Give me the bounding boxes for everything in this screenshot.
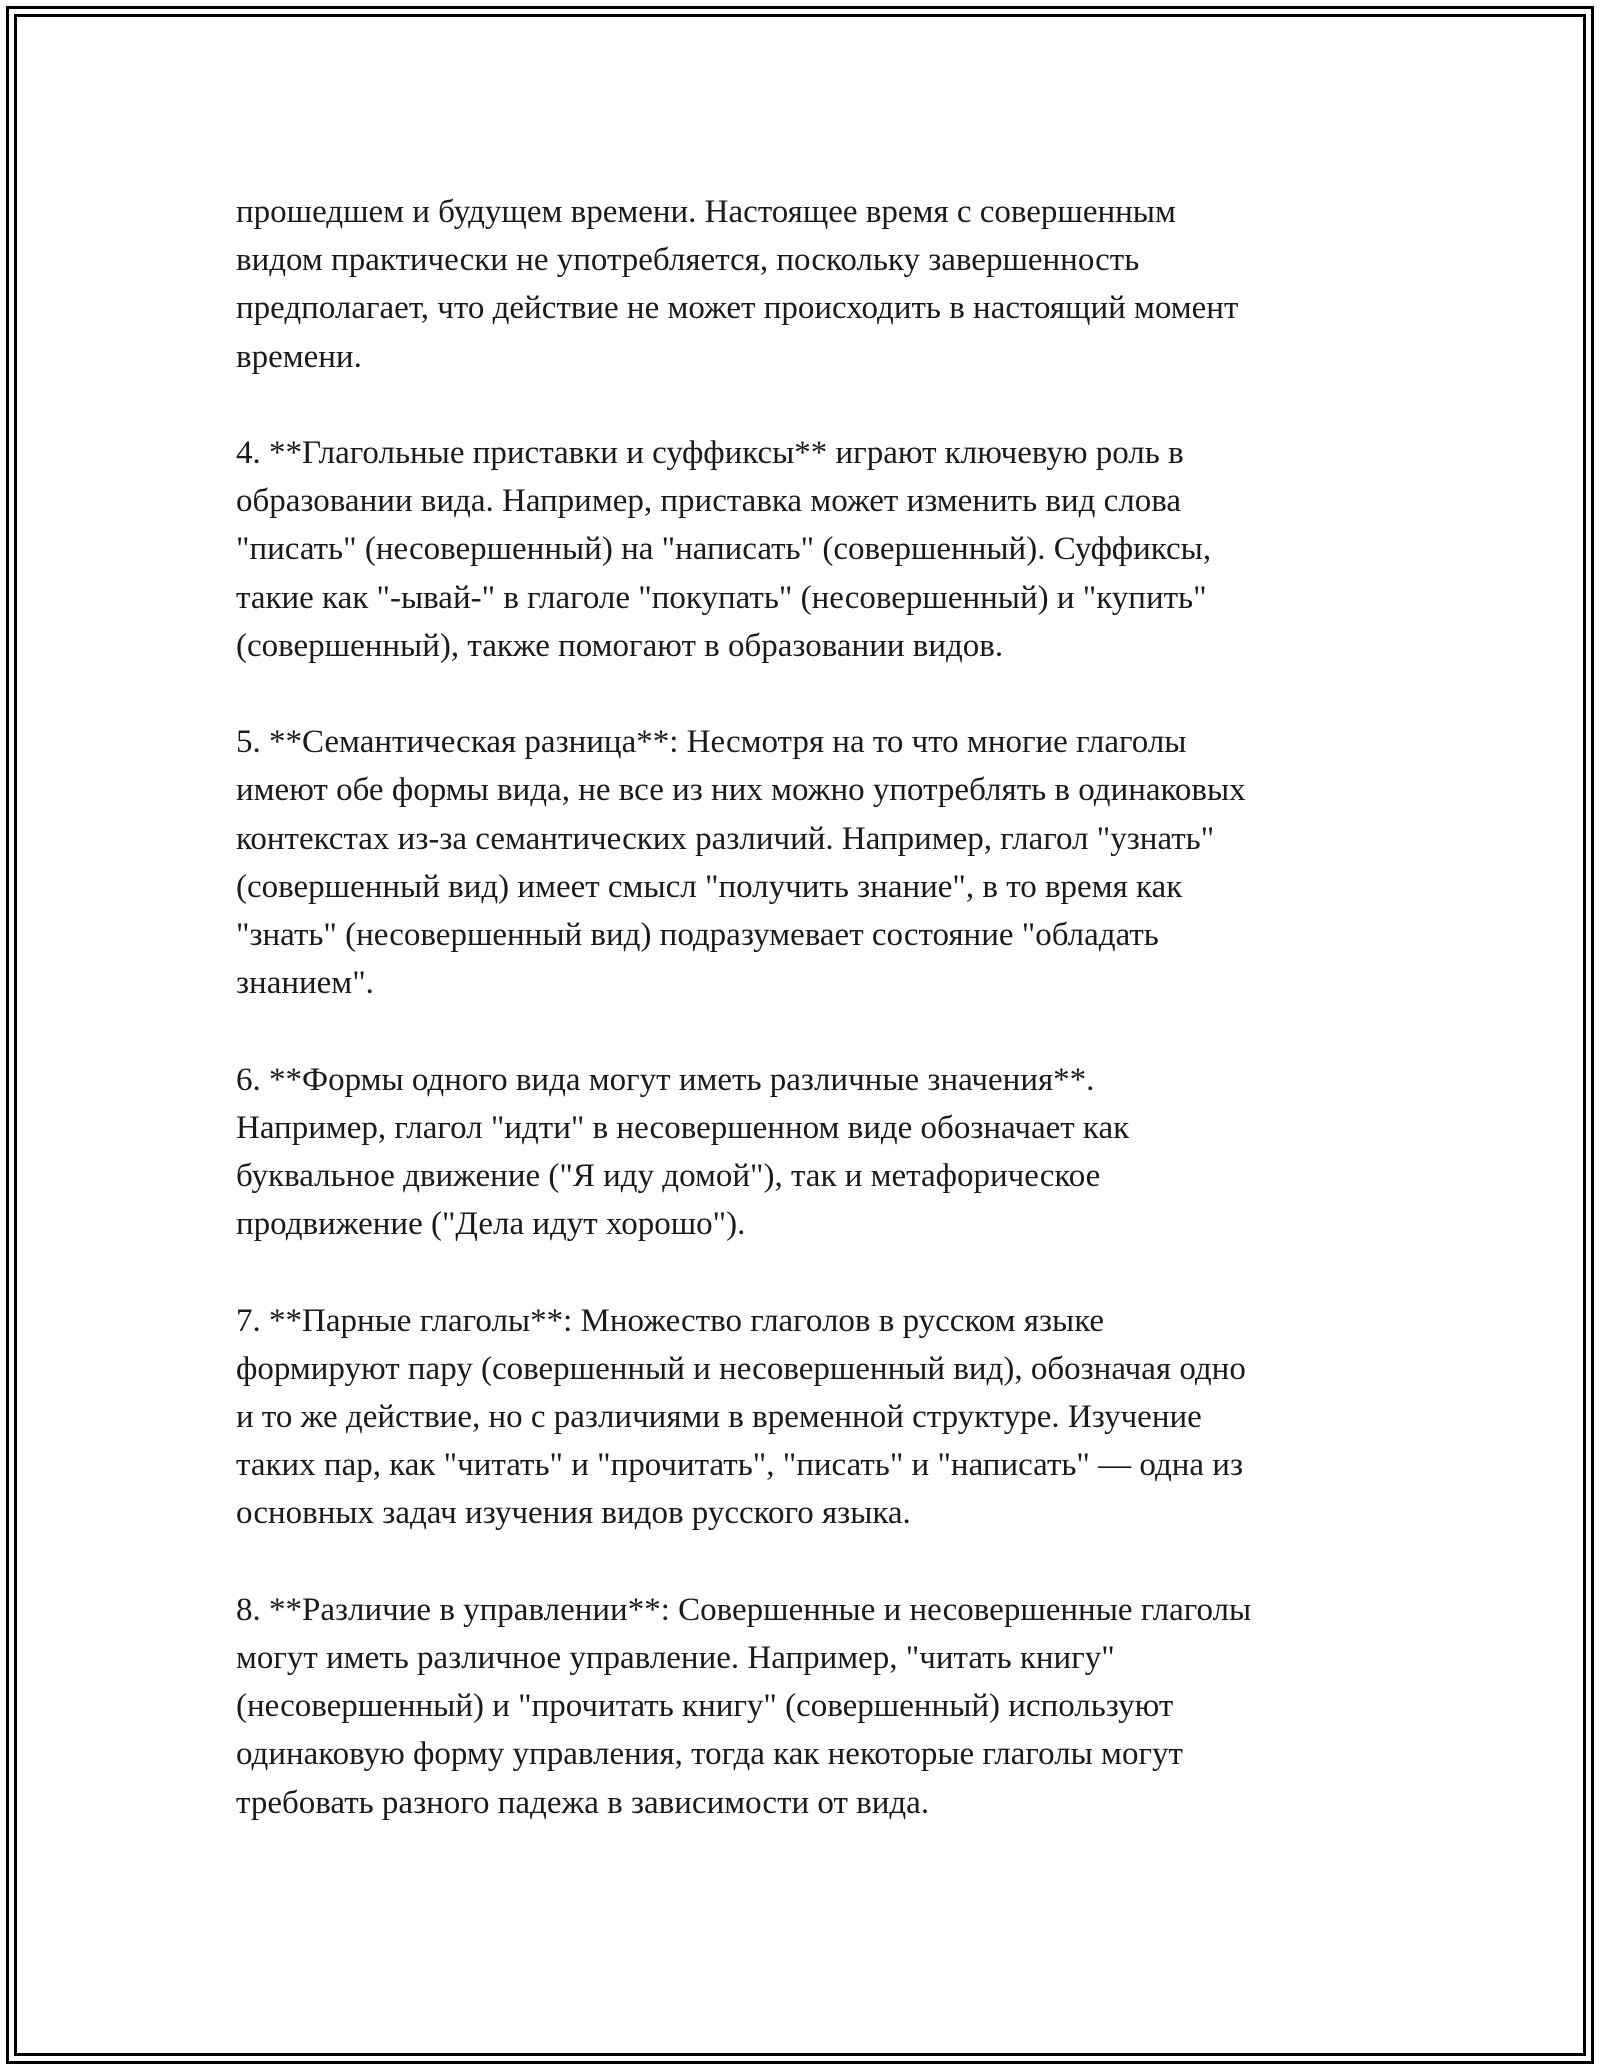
text-line: 8. **Различие в управлении**: Совершенные и несовершенные глаголы <box>236 1591 1252 1628</box>
text-line: 5. **Семантическая разница**: Несмотря на то что многие глаголы <box>236 724 1187 761</box>
paragraph-item-6 <box>236 1056 1376 1249</box>
paragraph-item-5 <box>236 718 1376 1007</box>
text-line: времени. <box>236 338 362 375</box>
text-line: одинаковую форму управления, тогда как некоторые глаголы могут <box>236 1736 1183 1773</box>
text-line: видом практически не употребляется, поскольку завершенность <box>236 242 1140 279</box>
text-line: 6. **Формы одного вида могут иметь различные значения**. <box>236 1061 1095 1098</box>
text-line: "писать" (несовершенный) на "написать" (совершенный). Суффиксы, <box>236 531 1212 568</box>
text-line: продвижение ("Дела идут хорошо"). <box>236 1206 746 1243</box>
text-line: предполагает, что действие не может происходить в настоящий момент <box>236 290 1239 327</box>
text-line: такие как "-ывай-" в глаголе "покупать" (несовершенный) и "купить" <box>236 579 1207 616</box>
document-body <box>236 188 1376 1827</box>
text-line: "знать" (несовершенный вид) подразумевает состояние "обладать <box>236 917 1159 954</box>
paragraph-item-8 <box>236 1586 1376 1827</box>
paragraph-item-7 <box>236 1297 1376 1538</box>
text-line: 7. **Парные глаголы**: Множество глаголов в русском языке <box>236 1302 1105 1339</box>
text-line: могут иметь различное управление. Например, "читать книгу" <box>236 1640 1115 1677</box>
paragraph-tense-continuation <box>236 188 1376 381</box>
text-line: (несовершенный) и "прочитать книгу" (совершенный) используют <box>236 1688 1174 1725</box>
text-line: (совершенный вид) имеет смысл "получить знание", в то время как <box>236 868 1183 905</box>
text-line: имеют обе формы вида, не все из них можно употреблять в одинаковых <box>236 772 1246 809</box>
text-line: буквальное движение ("Я иду домой"), так и метафорическое <box>236 1158 1101 1195</box>
text-line: Например, глагол "идти" в несовершенном виде обозначает как <box>236 1109 1130 1146</box>
text-line: и то же действие, но с различиями в временной структуре. Изучение <box>236 1399 1202 1436</box>
text-line: формируют пару (совершенный и несовершенный вид), обозначая одно <box>236 1350 1246 1387</box>
text-line: требовать разного падежа в зависимости от вида. <box>236 1784 930 1821</box>
text-line: 4. **Глагольные приставки и суффиксы** играют ключевую роль в <box>236 435 1184 471</box>
text-line: знанием". <box>236 965 374 1002</box>
text-line: образовании вида. Например, приставка может изменить вид слова <box>236 483 1182 520</box>
text-line: основных задач изучения видов русского языка. <box>236 1495 911 1532</box>
text-line: контекстах из-за семантических различий. Например, глагол "узнать" <box>236 820 1215 857</box>
text-line: таких пар, как "читать" и "прочитать", "писать" и "написать" — одна из <box>236 1447 1243 1484</box>
text-line: прошедшем и будущем времени. Настоящее время с совершенным <box>236 194 1176 230</box>
paragraph-item-4 <box>236 429 1376 670</box>
text-line: (совершенный), также помогают в образовании видов. <box>236 627 1004 664</box>
